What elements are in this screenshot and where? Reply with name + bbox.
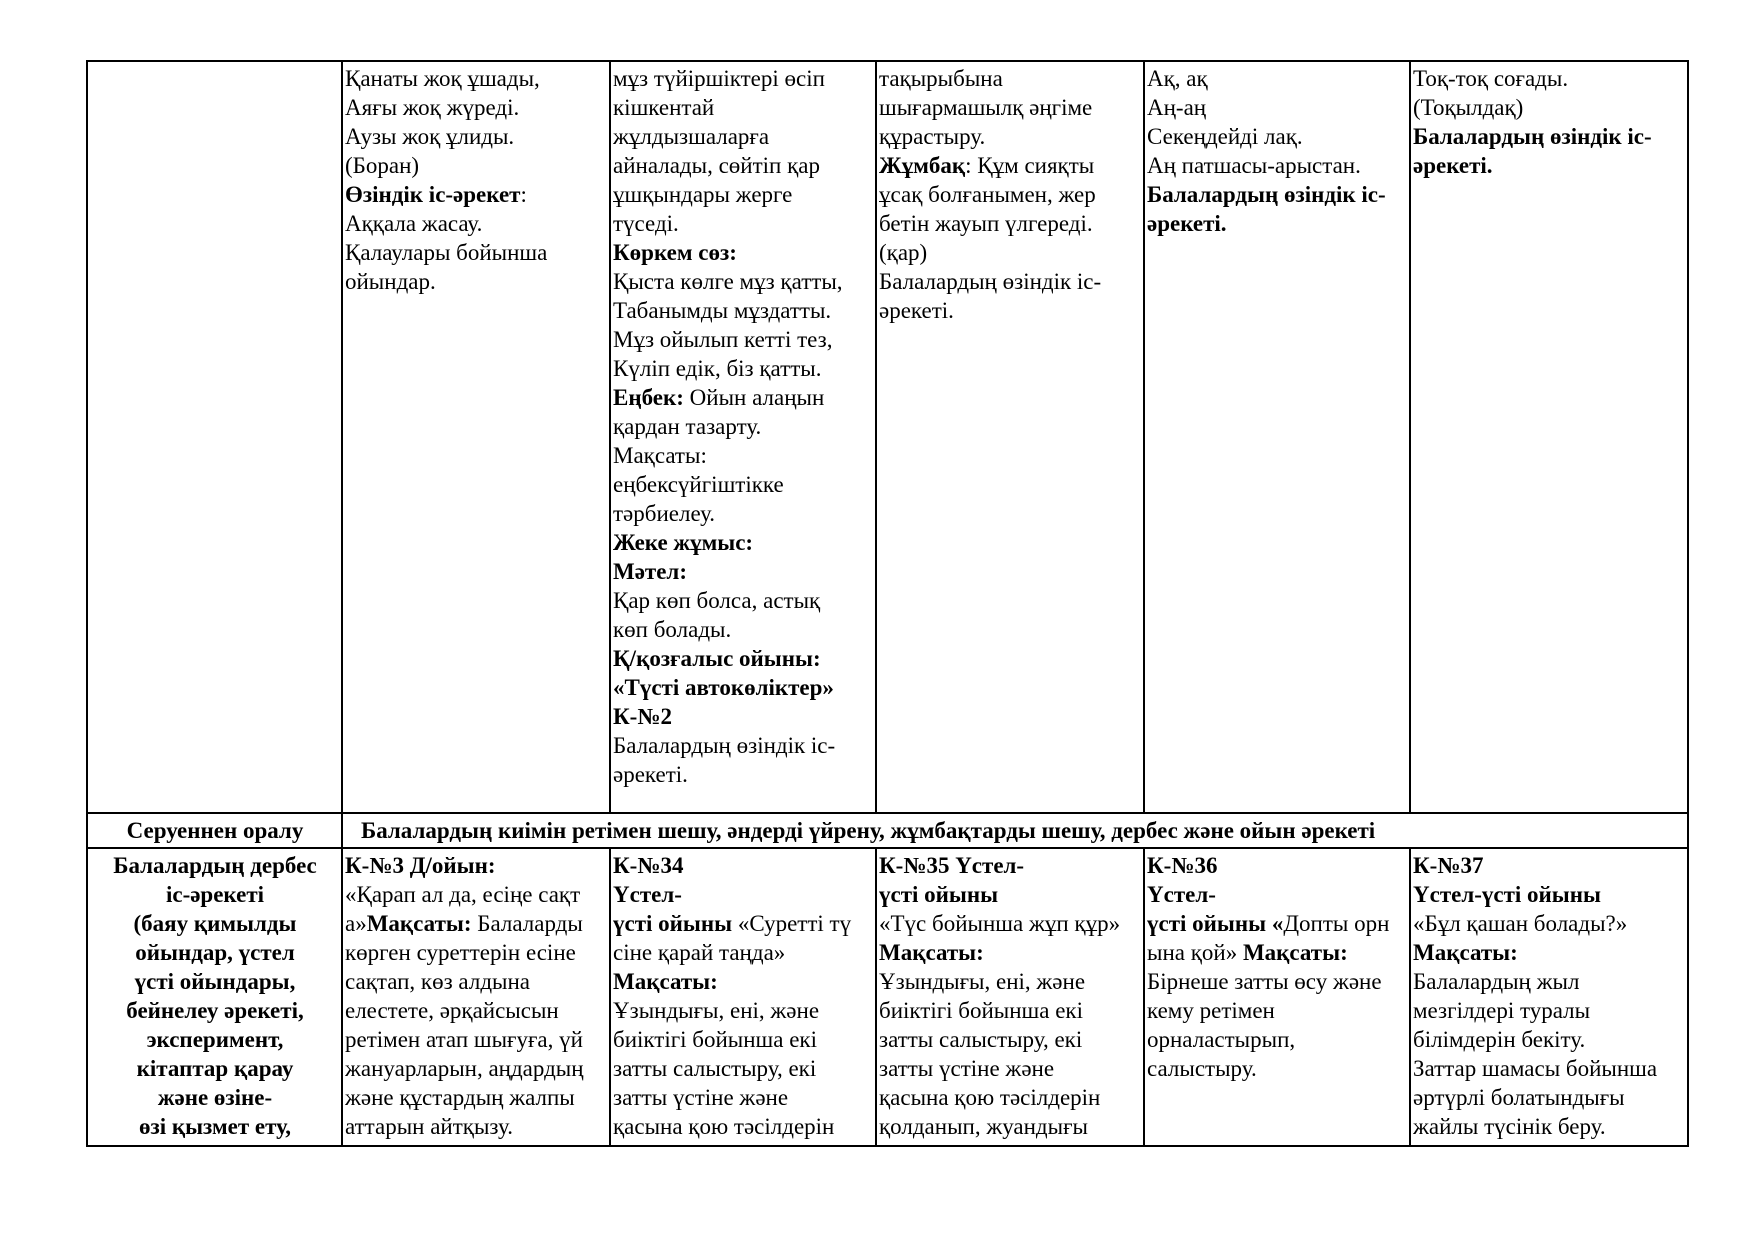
text-line: «Түс бойынша жұп құр»: [879, 911, 1121, 936]
label-line: және өзіне-: [157, 1085, 273, 1110]
text-line: «Бұл қашан болады?»: [1413, 911, 1628, 936]
text-line: бетін жауып үлгереді.: [879, 211, 1093, 236]
text-line: жайлы түсінік беру.: [1413, 1114, 1606, 1139]
independent-label: [87, 848, 342, 1146]
text-line: К-№2: [613, 704, 672, 729]
text-line: К-№36: [1147, 853, 1218, 878]
text-line: «Түсті автокөліктер»: [613, 675, 834, 700]
text-line: әрекеті.: [613, 762, 688, 787]
text-line: тақырыбына: [879, 66, 1003, 91]
text-line: К-№34: [613, 853, 684, 878]
text-line: әрекеті.: [1147, 211, 1227, 236]
text-line: қасына қою тәсілдерін: [879, 1085, 1101, 1110]
walk-cell-5: [1410, 61, 1688, 813]
return-row: [87, 813, 1688, 848]
text-line: Балалардың өзіндік іс-: [613, 733, 836, 758]
text-line: Көркем сөз:: [613, 240, 737, 265]
text-line: затты үстіне және: [879, 1056, 1055, 1081]
label-line: кітаптар қарау: [136, 1056, 294, 1081]
text-line: шығармашылқ әңгіме: [879, 95, 1093, 120]
walk-row: [87, 61, 1688, 813]
text-line: Аққала жасау.: [345, 211, 483, 236]
text-line: Жеке жұмыс:: [613, 530, 754, 555]
text-line: биіктігі бойынша екі: [613, 1027, 818, 1052]
text-line: Жұмбақ: Құм сияқты: [879, 153, 1095, 178]
text-line: қардан тазарту.: [613, 414, 762, 439]
text-line: қасына қою тәсілдерін: [613, 1114, 835, 1139]
text-line: ына қой» Мақсаты:: [1147, 940, 1348, 965]
independent-cell-3: [876, 848, 1144, 1146]
text-line: елестете, әрқайсысын: [345, 998, 559, 1023]
text-line: Ұзындығы, ені, және: [613, 998, 820, 1023]
text-line: орналастырып,: [1147, 1027, 1296, 1052]
text-line: К-№35 Үстел-: [879, 853, 1025, 878]
text-line: еңбексүйгіштікке: [613, 472, 784, 497]
text-line: Заттар шамасы бойынша: [1413, 1056, 1658, 1081]
text-line: Қыста көлге мұз қатты,: [613, 269, 843, 294]
text-line: Мақсаты:: [613, 443, 707, 468]
walk-cell-4: [1144, 61, 1410, 813]
label-line: (баяу қимылды: [133, 911, 297, 936]
text-line: салыстыру.: [1147, 1056, 1257, 1081]
text-line: Мұз ойылып кетті тез,: [613, 327, 833, 352]
text-line: Тоқ-тоқ соғады.: [1413, 66, 1569, 91]
text-line: Мақсаты:: [1413, 940, 1518, 965]
text-line: Аузы жоқ ұлиды.: [345, 124, 515, 149]
text-line: Еңбек: Ойын алаңын: [613, 385, 825, 410]
text-line: сіне қарай таңда»: [613, 940, 786, 965]
text-line: және құстардың жалпы: [345, 1085, 575, 1110]
return-label: Серуеннен оралу: [87, 813, 342, 848]
text-line: құрастыру.: [879, 124, 986, 149]
return-content: Балалардың киімін ретімен шешу, әндерді үйрену, жұмбақтарды шешу, дербес және ойын әрекеті: [342, 813, 1688, 848]
text-line: Ұзындығы, ені, және: [879, 969, 1086, 994]
text-line: ретімен атап шығуға, үй: [345, 1027, 583, 1052]
text-line: К-№3 Д/ойын:: [345, 853, 496, 878]
text-line: Бірнеше затты өсу және: [1147, 969, 1382, 994]
text-line: түседі.: [613, 211, 679, 236]
text-line: Аң патшасы-арыстан.: [1147, 153, 1361, 178]
text-line: мезгілдері туралы: [1413, 998, 1591, 1023]
text-line: Балалардың өзіндік іс-: [879, 269, 1102, 294]
independent-cell-1: [342, 848, 610, 1146]
text-line: (Боран): [345, 153, 420, 178]
text-line: үсті ойыны: [879, 882, 999, 907]
text-line: Секеңдейді лақ.: [1147, 124, 1303, 149]
text-line: К-№37: [1413, 853, 1484, 878]
text-line: сақтап, көз алдына: [345, 969, 530, 994]
text-line: Қ/қозғалыс ойыны:: [613, 646, 821, 671]
text-line: затты салыстыру, екі: [613, 1056, 817, 1081]
text-line: үсті ойыны «Допты орн: [1147, 911, 1390, 936]
text-line: Аяғы жоқ жүреді.: [345, 95, 520, 120]
label-line: ойындар, үстел: [135, 940, 295, 965]
text-line: қолданып, жуандығы: [879, 1114, 1088, 1139]
walk-cell-1: [342, 61, 610, 813]
label-line: іс-әрекеті: [165, 882, 265, 907]
walk-cell-3: [876, 61, 1144, 813]
text-line: аттарын айтқызу.: [345, 1114, 513, 1139]
text-line: Үстел-: [613, 882, 682, 907]
text-line: Балалардың өзіндік іс-: [1147, 182, 1386, 207]
text-line: (қар): [879, 240, 928, 265]
text-line: Ақ, ақ: [1147, 66, 1208, 91]
label-line: Балалардың дербес: [113, 853, 317, 878]
text-line: жануарларын, аңдардың: [345, 1056, 584, 1081]
text-line: затты салыстыру, екі: [879, 1027, 1083, 1052]
label-line: эксперимент,: [146, 1027, 284, 1052]
text-line: кему ретімен: [1147, 998, 1275, 1023]
text-line: кішкентай: [613, 95, 715, 120]
text-line: жұлдызшаларға: [613, 124, 770, 149]
text-line: білімдерін бекіту.: [1413, 1027, 1586, 1052]
text-line: Өзіндік іс-әрекет:: [345, 182, 527, 207]
text-line: мұз түйіршіктері өсіп: [613, 66, 825, 91]
text-line: Қар көп болса, астық: [613, 588, 821, 613]
independent-cell-2: [610, 848, 876, 1146]
text-line: көрген суреттерін есіне: [345, 940, 576, 965]
text-line: ойындар.: [345, 269, 436, 294]
text-line: биіктігі бойынша екі: [879, 998, 1084, 1023]
text-line: Балалардың жыл: [1413, 969, 1580, 994]
text-line: ұшқындары жерге: [613, 182, 793, 207]
text-line: Үстел-: [1147, 882, 1216, 907]
label-line: бейнелеу әрекеті,: [126, 998, 304, 1023]
text-line: Қалаулары бойынша: [345, 240, 548, 265]
label-line: үсті ойындары,: [134, 969, 296, 994]
text-line: ұсақ болғанымен, жер: [879, 182, 1096, 207]
label-line: өзі қызмет ету,: [138, 1114, 292, 1139]
text-line: (Тоқылдақ): [1413, 95, 1524, 120]
text-line: Мәтел:: [613, 559, 687, 584]
text-line: тәрбиелеу.: [613, 501, 716, 526]
text-line: әрекеті.: [1413, 153, 1493, 178]
text-line: көп болады.: [613, 617, 732, 642]
text-line: Үстел-үсті ойыны: [1413, 882, 1601, 907]
text-line: Мақсаты:: [879, 940, 984, 965]
text-line: әрекеті.: [879, 298, 954, 323]
text-line: Балалардың өзіндік іс-: [1413, 124, 1652, 149]
independent-row: [87, 848, 1688, 1146]
walk-label-cell: [87, 61, 342, 813]
text-line: әртүрлі болатындығы: [1413, 1085, 1625, 1110]
text-line: Қанаты жоқ ұшады,: [345, 66, 540, 91]
text-line: Аң-аң: [1147, 95, 1207, 120]
plan-table: [86, 60, 1689, 1147]
independent-cell-4: [1144, 848, 1410, 1146]
text-line: Күліп едік, біз қатты.: [613, 356, 822, 381]
text-line: затты үстіне және: [613, 1085, 789, 1110]
text-line: а»Мақсаты: Балаларды: [345, 911, 583, 936]
text-line: Табанымды мұздатты.: [613, 298, 832, 323]
text-line: Мақсаты:: [613, 969, 718, 994]
text-line: «Қарап ал да, есіңе сақт: [345, 882, 581, 907]
text-line: айналады, сөйтіп қар: [613, 153, 820, 178]
text-line: үсті ойыны «Суретті тү: [613, 911, 852, 936]
independent-cell-5: [1410, 848, 1688, 1146]
walk-cell-2: [610, 61, 876, 813]
